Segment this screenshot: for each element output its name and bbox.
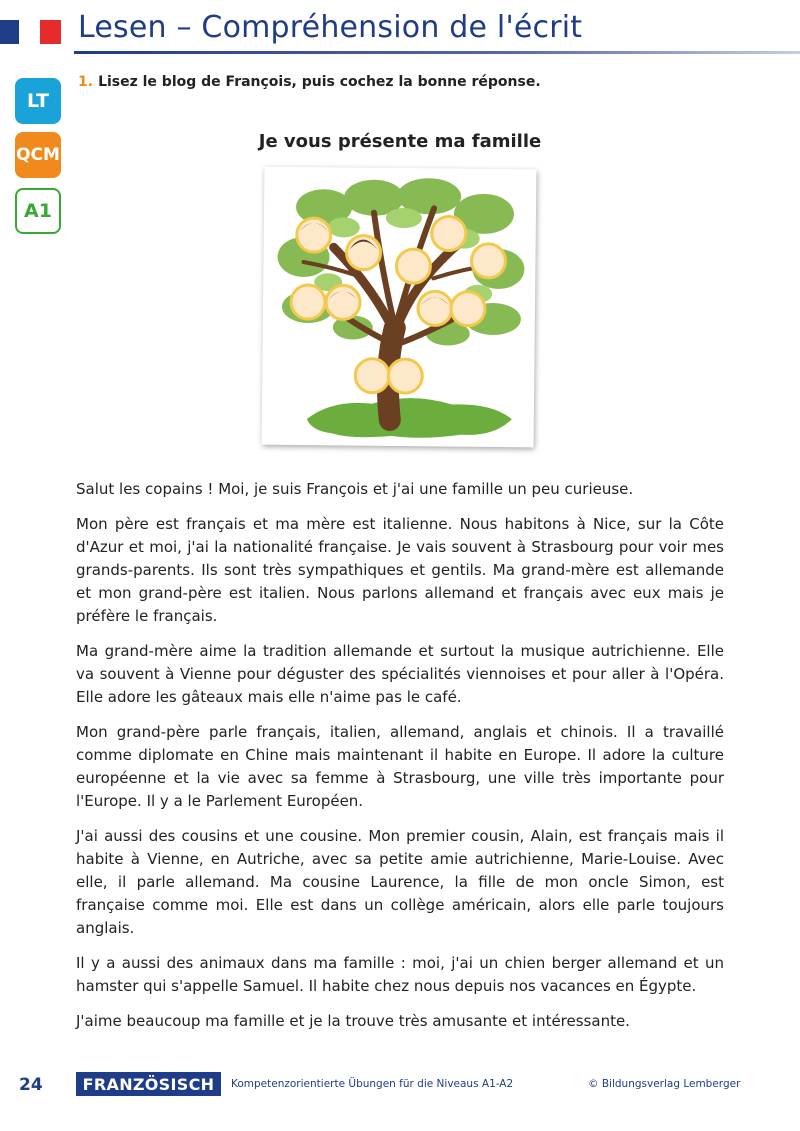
- blog-paragraph: Salut les copains ! Moi, je suis François et j'ai une famille un peu curieuse.: [76, 480, 634, 498]
- footer-copyright: © Bildungsverlag Lemberger: [588, 1078, 741, 1090]
- blog-text: [76, 478, 724, 1045]
- badge-qcm: QCM: [15, 132, 61, 178]
- family-tree-image: [262, 167, 537, 448]
- exercise-instruction-text: Lisez le blog de François, puis cochez la bonne réponse.: [98, 74, 541, 90]
- exercise-instruction: [78, 74, 541, 90]
- blog-paragraph: Mon père est français et ma mère est italienne. Nous habitons à Nice, sur la Côte d'Azur et moi, j'ai la nationalité française. Je vais souvent à Strasbourg pour voir mes grands-parents. Ils sont très sympathiques et gentils. Ma grand-mère est allemande et mon grand-père est italien. Nous parlons allemand et français avec eux mais je préfère le français.: [76, 515, 724, 625]
- badge-level-a1: A1: [15, 188, 61, 234]
- page-title: Lesen – Compréhension de l'écrit: [78, 10, 583, 45]
- blog-paragraph: Mon grand-père parle français, italien, allemand, anglais et chinois. Il a travaillé comme diplomate en Chine mais maintenant il habite en Europe. Il adore la culture européenne et la vie avec sa femme à Strasbourg, une ville très importante pour l'Europe. Il y a le Parlement Européen.: [76, 723, 724, 810]
- blog-title: Je vous présente ma famille: [258, 131, 542, 152]
- badge-lt: LT: [15, 78, 61, 124]
- exercise-number: 1.: [78, 74, 94, 90]
- footer-description: Kompetenzorientierte Übungen für die Niveaus A1-A2: [231, 1078, 514, 1090]
- blog-paragraph: Il y a aussi des animaux dans ma famille : moi, j'ai un chien berger allemand et un hamster qui s'appelle Samuel. Il habite chez nous depuis nos vacances en Égypte.: [76, 954, 724, 995]
- flag-blue-stripe: [0, 20, 19, 44]
- grass-patch: [307, 397, 512, 439]
- blog-paragraph: J'ai aussi des cousins et une cousine. Mon premier cousin, Alain, est français mais il habite à Vienne, en Autriche, avec sa petite amie autrichienne, Marie-Louise. Avec elle, il parle allemand. Ma cousine Laurence, la fille de mon oncle Simon, est française comme moi. Elle est dans un collège américain, alors elle parle toujours anglais.: [76, 827, 724, 937]
- blog-paragraph: Ma grand-mère aime la tradition allemande et surtout la musique autrichienne. Elle va souvent à Vienne pour déguster des spécialités viennoises et pour aller à l'Opéra. Elle adore les gâteaux mais elle n'aime pas le café.: [76, 642, 724, 706]
- family-tree-illustration: [262, 167, 537, 448]
- header-divider: [74, 51, 800, 54]
- blog-paragraph: J'aime beaucoup ma famille et je la trouve très amusante et intéressante.: [76, 1012, 630, 1030]
- subject-label: FRANZÖSISCH: [76, 1072, 221, 1096]
- flag-red-stripe: [40, 20, 61, 44]
- page-number: 24: [19, 1075, 43, 1095]
